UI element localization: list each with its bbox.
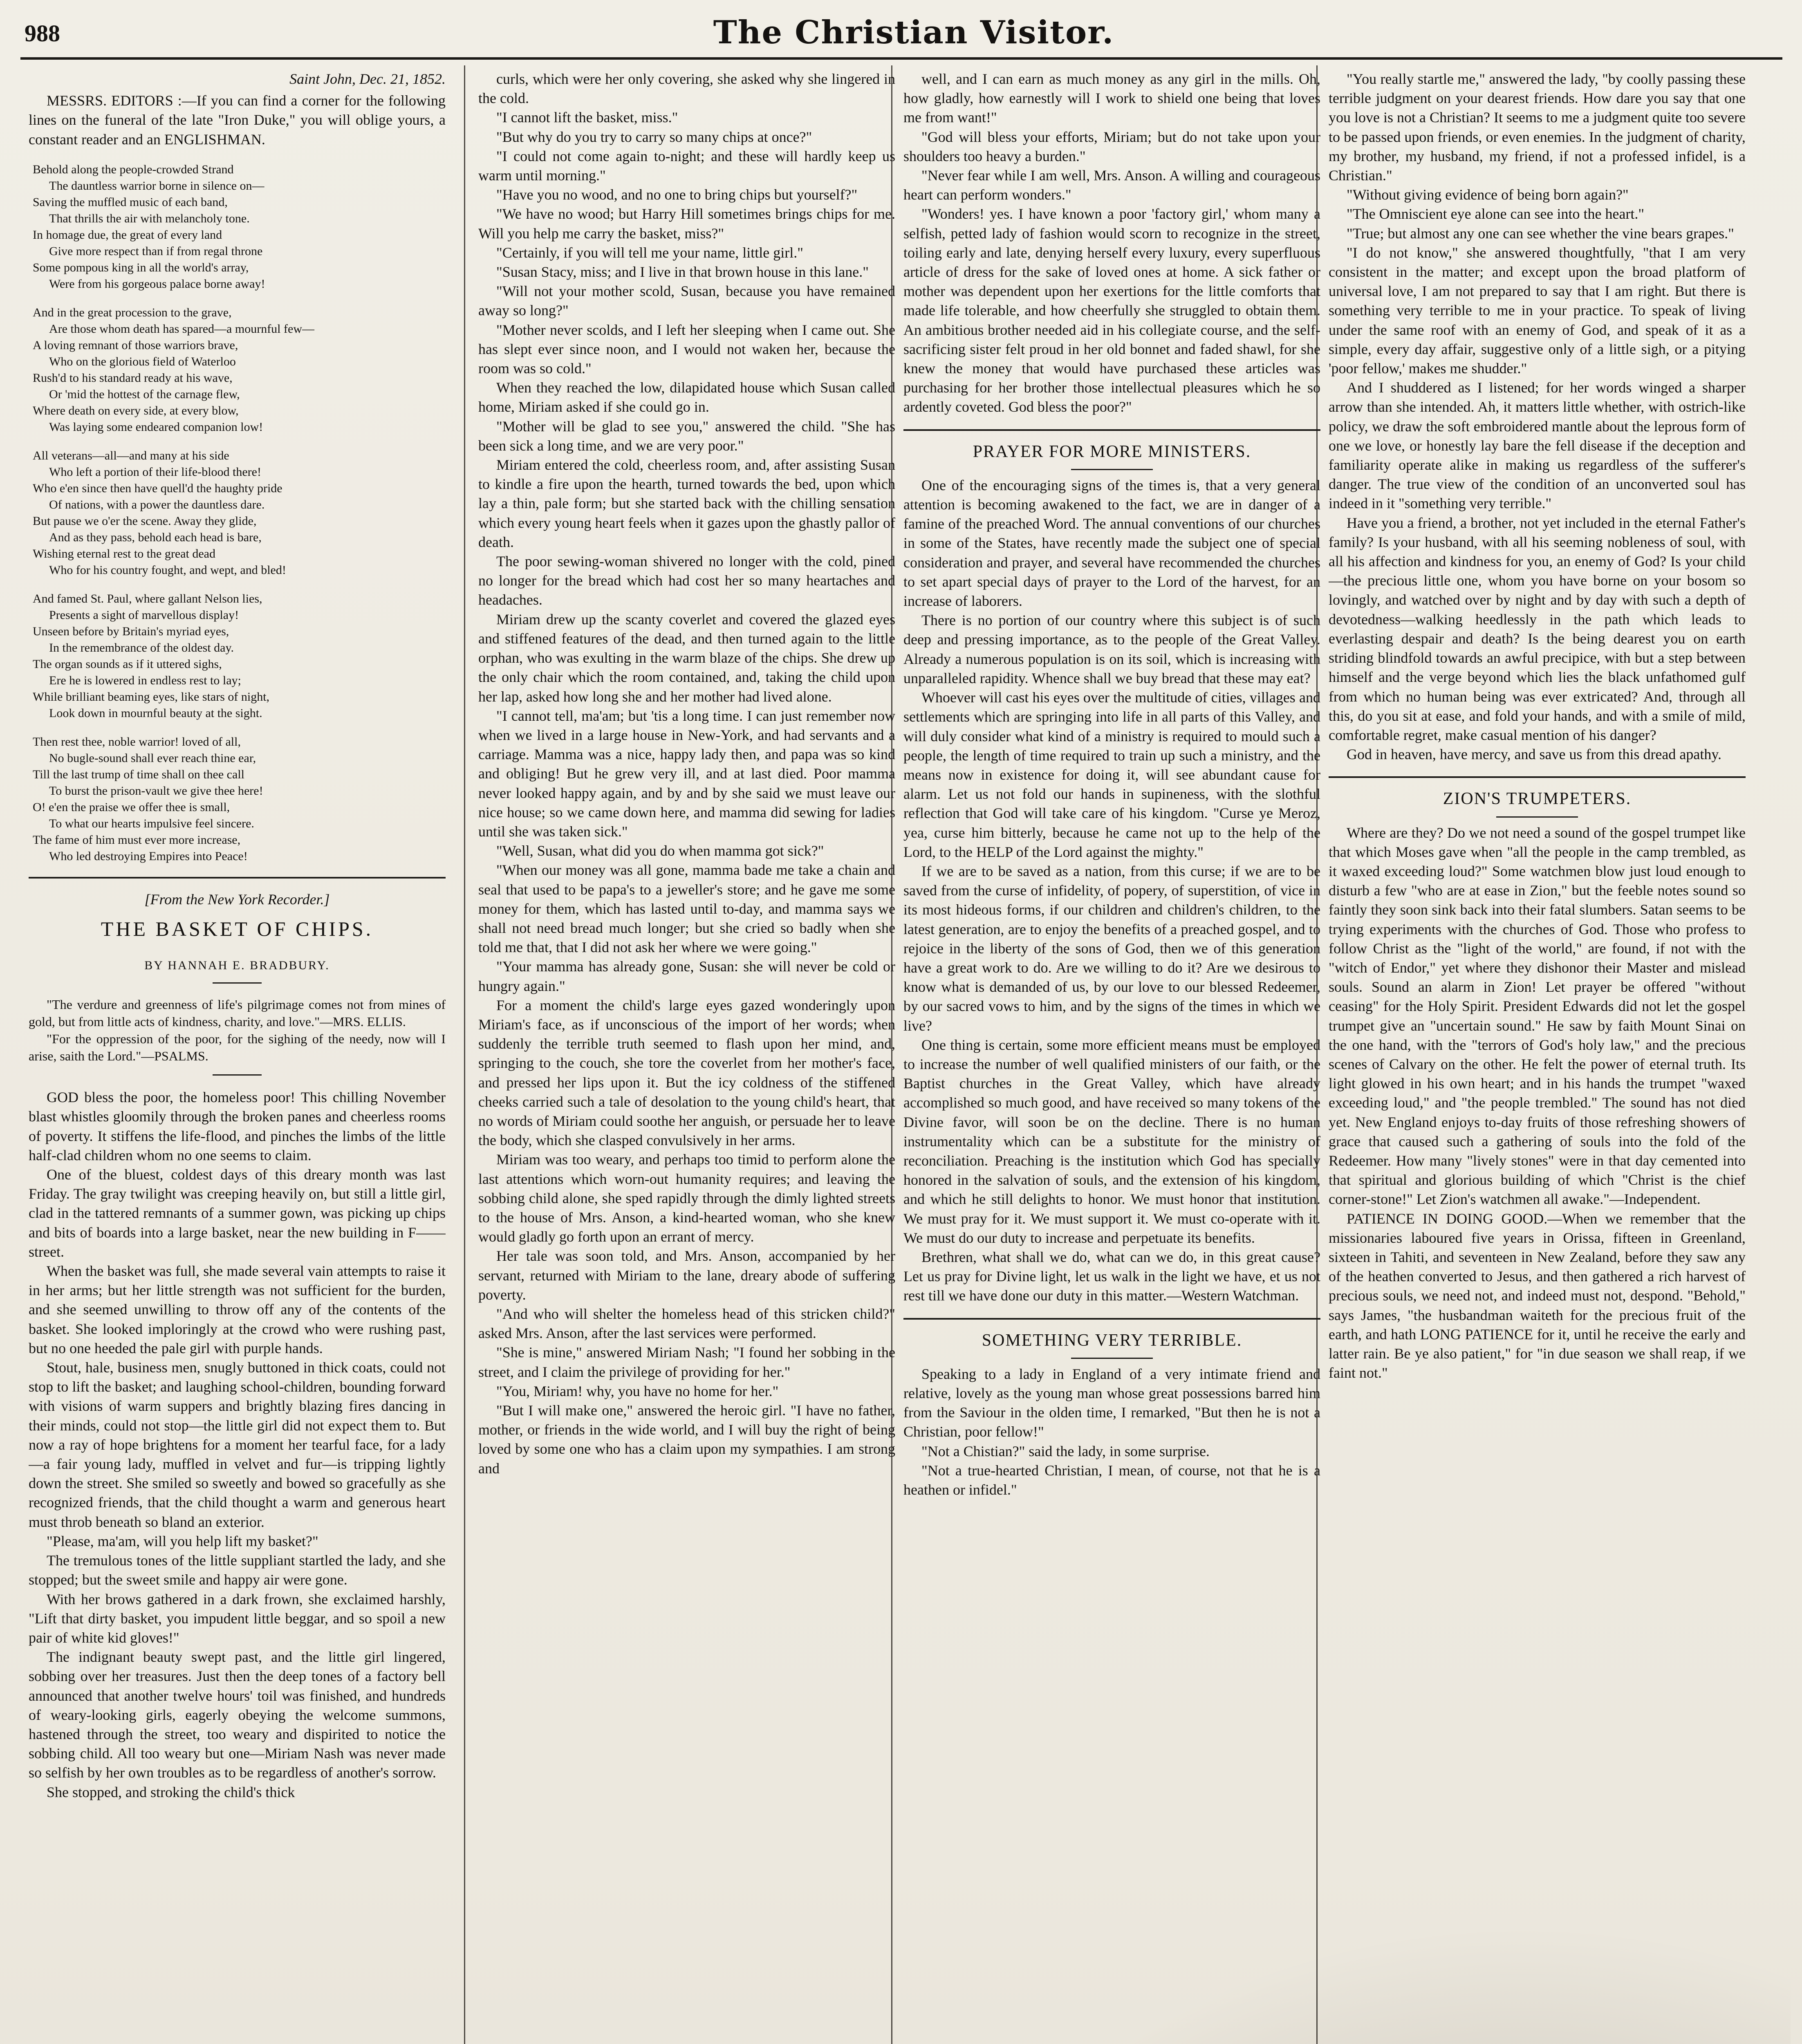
paragraph: "Without giving evidence of being born again?" [1347, 186, 1629, 203]
poem-line: In the remembrance of the oldest day. [49, 641, 234, 654]
poem-line: And famed St. Paul, where gallant Nelson lies, [33, 592, 262, 605]
paragraph: well, and I can earn as much money as any girl in the mills. Oh, how gladly, how earnestly will I work to shield one being that loves me from want!" [903, 71, 1320, 126]
poem-line: Rush'd to his standard ready at his wave, [33, 371, 233, 385]
poem-line: That thrills the air with melancholy tone. [49, 211, 250, 225]
paragraph: "She is mine," answered Miriam Nash; "I found her sobbing in the street, and I claim the privilege of providing for her." [478, 1344, 895, 1380]
paragraph: When the basket was full, she made several vain attempts to raise it in her arms; but her little strength was not sufficient for the burden, and she seemed unwilling to throw off any of the contents of the basket. She looked imploringly at the crowd who were rushing past, but no one heeded the pale girl with purple hands. [29, 1263, 446, 1356]
paragraph: GOD bless the poor, the homeless poor! This chilling November blast whistles gloomily through the broken panes and cheerless rooms of poverty. It stiffens the life-flood, and pinches the limbs of the little half-clad children whom no one seems to claim. [29, 1089, 446, 1163]
poem-stanza [33, 448, 446, 578]
poem-line: Look down in mournful beauty at the sight. [49, 706, 262, 720]
paragraph: "And who will shelter the homeless head of this stricken child?" asked Mrs. Anson, after the last services were performed. [478, 1306, 895, 1342]
section-rule [903, 429, 1320, 431]
article-body [1329, 823, 1746, 1383]
poem-line: To burst the prison-vault we give thee here! [49, 784, 263, 798]
poem-line: Are those whom death has spared—a mournful few— [49, 322, 314, 336]
epigraph: "For the oppression of the poor, for the sighing of the needy, now will I arise, saith the Lord."—PSALMS. [29, 1031, 446, 1064]
page-number: 988 [25, 20, 60, 47]
poem-line: Were from his gorgeous palace borne away! [49, 277, 265, 291]
paragraph: "Well, Susan, what did you do when mamma got sick?" [496, 843, 824, 859]
paragraph: Where are they? Do we not need a sound of the gospel trumpet like that which Moses gave when "all the people in the camp trembled, as it waxed exceeding loud?" Some watchmen blow just loud enough to disturb a few "who are at ease in Zion," but the feeble notes sound so faintly they soon sink back into their fatal slumbers. Satan seems to be trying experiments with the churches of God. Those who profess to follow Christ as the "light of the world," are found, if not with the "witch of Endor," yet where they dishonor their Master and mislead souls. Sound an alarm in Zion! Let prayer be offered "without ceasing" for the Holy Spirit. President Edwards did not let the gospel trumpet give an "uncertain sound." He saw by faith Mount Sinai on the one hand, with the "terrors of God's holy law," and the precious scenes of Calvary on the other. He felt the power of eternal truth. Its light glowed in his own heart; and in his hands the trumpet "waxed exceeding loud," and "the people trembled." The sound has not died yet. New England enjoys to-day fruits of those refreshing showers of grace that caused such a gathering of souls into the fold of the Redeemer. How many "lively stones" were in that day cemented into that spiritual and glorious building of which "Christ is the chief corner-stone!" Let Zion's watchmen all awake."—Independent. [1329, 824, 1746, 1208]
paragraph: Brethren, what shall we do, what can we do, in this great cause? Let us pray for Divine light, let us walk in the light we have, et us not rest till we have done our duty in this matter.—Western Watchman. [903, 1248, 1320, 1304]
column-2 [478, 69, 895, 2044]
epigraph-rule [213, 1074, 262, 1076]
poem-stanza [33, 734, 446, 865]
paragraph: The poor sewing-woman shivered no longer with the cold, pined no longer for the bread which had cost her so many heartaches and headaches. [478, 553, 895, 608]
poem-line: Some pompous king in all the world's array, [33, 260, 249, 274]
poem-line: Who on the glorious field of Waterloo [49, 354, 236, 368]
article-source: [From the New York Recorder.] [144, 891, 330, 908]
paragraph: "I cannot tell, ma'am; but 'tis a long time. I can just remember now when we lived in a large house in New-York, and had servants and a carriage. Mamma was a nice, happy lady then, and papa was so kind and obliging! But he grew very ill, and at last died. Poor mamma never looked happy again, and by and by she said we must leave our nice house; so we came down here, and mamma did sewing for ladies until she was taken sick." [478, 707, 895, 840]
poem-line: Saving the muffled music of each band, [33, 195, 228, 209]
paragraph: "God will bless your efforts, Miriam; but do not take upon your shoulders too heavy a burden." [903, 128, 1320, 164]
poem-stanza [33, 591, 446, 722]
paragraph: There is no portion of our country where this subject is of such deep and pressing importance, as to the people of the Great Valley. Already a numerous population is on its soil, which is increasing with unparalleled rapidity. Whence shall we buy bread that these may eat? [903, 612, 1320, 686]
article-heading: PRAYER FOR MORE MINISTERS. [973, 442, 1251, 461]
paragraph: "I do not know," she answered thoughtfully, "that I am very consistent in the matter; and except upon the broad platform of universal love, I am not prepared to say that I am right. But there is something very terrible to me in your practice. To speak of living under the same roof with an enemy of God, and speak of it as a simple, every day affair, suggestive only of a little sigh, or a pitying 'poor fellow,' makes me shudder." [1329, 244, 1746, 377]
paragraph: When they reached the low, dilapidated house which Susan called home, Miriam asked if she could go in. [478, 379, 895, 415]
masthead-title: The Christian Visitor. [713, 14, 1114, 51]
poem-line: O! e'en the praise we offer thee is small, [33, 800, 230, 814]
paragraph: One of the encouraging signs of the times is, that a very general attention is becoming awakened to the fact, we are in danger of a famine of the preached Word. The annual conventions of our churches in some of the States, have recently made the subject one of special consideration and prayer, and several have recommended the churches to set apart special days of prayer to the Lord of the harvest, for an increase of laborers. [903, 477, 1320, 610]
paragraph: "Will not your mother scold, Susan, because you have remained away so long?" [478, 283, 895, 319]
poem-line: Who left a portion of their life-blood there! [49, 465, 261, 479]
paragraph: God in heaven, have mercy, and save us from this dread apathy. [1347, 746, 1722, 763]
paragraph: "True; but almost any one can see whether the vine bears grapes." [1347, 225, 1734, 242]
paragraph: Speaking to a lady in England of a very intimate friend and relative, lovely as the young man whose great possessions barred him from the Saviour in the olden time, I remarked, "But then he is not a Christian, poor fellow!" [903, 1365, 1320, 1440]
poem-line: No bugle-sound shall ever reach thine ear, [49, 751, 256, 765]
poem-line: Who e'en since then have quell'd the haughty pride [33, 481, 282, 495]
story-body [478, 69, 895, 1478]
poem-line: Was laying some endeared companion low! [49, 420, 263, 434]
paragraph: The tremulous tones of the little suppliant startled the lady, and she stopped; but the sweet smile and happy air were gone. [29, 1552, 446, 1588]
poem-line: Give more respect than if from regal throne [49, 244, 263, 258]
article-heading: ZION'S TRUMPETERS. [1443, 789, 1632, 809]
poem-line: Unseen before by Britain's myriad eyes, [33, 624, 229, 638]
poem-line: In homage due, the great of every land [33, 228, 222, 242]
paragraph: "Wonders! yes. I have known a poor 'factory girl,' whom many a selfish, petted lady of fashion would scorn to recognize in the street, toiling early and late, denying herself every luxury, every superfluous article of dress for the sake of loved ones at home. A sick father or mother was dependent upon her exertions for the little comforts that made life tolerable, and how cheerfully she struggled to obtain them. An ambitious brother needed aid in his collegiate course, and the self-sacrificing sister felt proud in her old bonnet and faded shawl, for she knew the money that would have purchased these articles was purchasing for her brother those intellectual pleasures which he so ardently coveted. God bless the poor?" [903, 206, 1320, 415]
poem-stanza [33, 305, 446, 435]
story-body [903, 69, 1320, 417]
article-body [903, 476, 1320, 1306]
column-divider [464, 65, 465, 2044]
poem [33, 161, 446, 865]
poem-line: While brilliant beaming eyes, like stars of night, [33, 690, 270, 704]
story-byline: BY HANNAH E. BRADBURY. [144, 959, 330, 973]
poem-line: Or 'mid the hottest of the carnage flew, [49, 387, 240, 401]
paragraph: PATIENCE IN DOING GOOD.—When we remember that the missionaries laboured five years in Orissa, fifteen in Greenland, sixteen in Tahiti, and seventeen in New Zealand, before they saw any of the heathen converted to Jesus, and then gathered a rich harvest of precious souls, we need not, and indeed must not, despond. "Behold," says James, "the husbandman waiteth for the precious fruit of the earth, and hath LONG PATIENCE for it, until he receive the early and latter rain. Be ye also patient," for "in due season we shall reap, if we faint not." [1329, 1210, 1746, 1381]
poem-line: Presents a sight of marvellous display! [49, 608, 239, 622]
paragraph: "Mother will be glad to see you," answered the child. "She has been sick a long time, and we are very poor." [478, 418, 895, 454]
letter-to-editors: MESSRS. EDITORS :—If you can find a corner for the following lines on the funeral of the late "Iron Duke," you will oblige yours, a constant reader and an ENGLISHMAN. [29, 92, 446, 148]
article-heading: SOMETHING VERY TERRIBLE. [982, 1331, 1242, 1350]
heading-rule [1071, 469, 1153, 470]
column-1 [29, 69, 446, 2044]
paragraph: "But why do you try to carry so many chips at once?" [496, 128, 812, 145]
poem-line: A loving remnant of those warriors brave, [33, 338, 238, 352]
paragraph: Her tale was soon told, and Mrs. Anson, accompanied by her servant, returned with Miriam to the lane, dreary abode of suffering poverty. [478, 1248, 895, 1303]
paragraph: And I shuddered as I listened; for her words winged a sharper arrow than she intended. Ah, it matters little whether, with ostrich-like policy, we draw the soft embroidered mantle about the leprous form of one we love, or honestly lay bare the fell disease if the deception and familiarity operate alike in making us regardless of the sufferer's danger. The true view of the condition of an unconverted soul has indeed in it "something very terrible." [1329, 379, 1746, 512]
column-3 [903, 69, 1320, 2044]
paragraph: Miriam drew up the scanty coverlet and covered the glazed eyes and stiffened features of the dead, and then turned again to the little orphan, who was exulting in the warm blaze of the chips. She drew up the only chair which the room contained, and, taking the child upon her lap, asked how long she and her mother had lived alone. [478, 611, 895, 705]
column-4 [1329, 69, 1746, 2044]
section-rule [29, 877, 446, 879]
paragraph: "Never fear while I am well, Mrs. Anson. A willing and courageous heart can perform wonders." [903, 167, 1320, 203]
poem-line: Who led destroying Empires into Peace! [49, 849, 248, 863]
paragraph: "Have you no wood, and no one to bring chips but yourself?" [496, 186, 858, 203]
paragraph: Miriam was too weary, and perhaps too timid to perform alone the last attentions which worn-out humanity requires; and leaving the sobbing child alone, she sped rapidly through the dimly lighted streets to the house of Mrs. Anson, a kind-hearted woman, who she knew would gladly go forth upon an errant of mercy. [478, 1151, 895, 1245]
paragraph: She stopped, and stroking the child's thick [47, 1784, 295, 1800]
dateline: Saint John, Dec. 21, 1852. [289, 71, 446, 87]
paragraph: "The Omniscient eye alone can see into the heart." [1347, 206, 1645, 222]
header-rule [20, 57, 1782, 60]
poem-line: Behold along the people-crowded Strand [33, 162, 234, 176]
paragraph: If we are to be saved as a nation, from this curse; if we are to be saved from the curse of infidelity, of popery, of superstition, of vice in its most hideous forms, if our children and children's children, to the latest generation, are to enjoy the benefits of a preached gospel, and to rejoice in the liberty of the sons of God, then we of this generation have a great work to do. Are we willing to do it? Are we desirous to know what is demanded of us, by our love to our blessed Redeemer, by our sacred vows to him, and by the signs of the times in which we live? [903, 863, 1320, 1034]
paragraph: "Not a Chistian?" said the lady, in some surprise. [921, 1443, 1210, 1459]
paragraph: Whoever will cast his eyes over the multitude of cities, villages and settlements which are springing into life in all parts of this Valley, and will duly consider what kind of a ministry is required to mould such a people, the length of time required to train up such a ministry, and the means now in existence for doing it, will see abundant cause for alarm. Let us not fold our hands in supineness, with the slothful reflection that God will take care of his kingdom. "Curse ye Meroz, yea, curse him bitterly, because he came not up to the help of the Lord, to the HELP of the Lord against the mighty." [903, 689, 1320, 860]
poem-line: Wishing eternal rest to the great dead [33, 547, 215, 560]
paragraph: "But I will make one," answered the heroic girl. "I have no father, mother, or friends in the wide world, and I will buy the right of being loved by some one who has a claim upon my sympathies. I am strong and [478, 1402, 895, 1477]
section-rule [1329, 776, 1746, 778]
paragraph: One thing is certain, some more efficient means must be employed to increase the number of well qualified ministers of our faith, or the Baptist churches in the Great Valley, which have already accomplished so much good, and have received so many tokens of the Divine favor, will soon be on the decline. There is no human instrumentality which can be a substitute for the ministry of reconciliation. Preaching is the institution which God has specially honored in the salvation of souls, and the extension of his kingdom, and which he still delights to honor. We must honor that institution. We must pray for it. We must support it. We must co-operate with it. We must do our duty to increase and perpetuate its benefits. [903, 1036, 1320, 1246]
paragraph: With her brows gathered in a dark frown, she exclaimed harshly, "Lift that dirty basket, you impudent little beggar, and so spoil a new pair of white kid gloves!" [29, 1591, 446, 1646]
paragraph: "Susan Stacy, miss; and I live in that brown house in this lane." [496, 264, 869, 280]
poem-line: All veterans—all—and many at his side [33, 448, 229, 462]
poem-line: Who for his country fought, and wept, and bled! [49, 563, 286, 577]
paragraph: "Mother never scolds, and I left her sleeping when I came out. She has slept ever since noon, and I would not waken her, because the room was so cold." [478, 321, 895, 377]
paragraph: "I could not come again to-night; and these will hardly keep us warm until morning." [478, 148, 895, 184]
poem-stanza [33, 161, 446, 292]
heading-rule [1496, 816, 1578, 818]
poem-line: To what our hearts impulsive feel sincere. [49, 816, 254, 830]
paragraph: "You, Miriam! why, you have no home for her." [496, 1383, 779, 1399]
paragraph: "When our money was all gone, mamma bade me take a chain and seal that used to be papa's to a jeweller's store; and he gave me some money for them, which has lasted until to-day, and mamma says we shall not need bread much longer; but she cried so badly when she told me that, that I did not ask her where we were going." [478, 862, 895, 956]
paragraph: Stout, hale, business men, snugly buttoned in thick coats, could not stop to lift the basket; and laughing school-children, bounding forward with visions of warm suppers and brightly blazing fires dancing in their minds, could not stop—the little girl did not expect them to. But now a ray of hope brightens for a moment her tearful face, for a lady—a fair young lady, muffled in velvet and fur—is tripping lightly down the street. She smiled so sweetly and bowed so gracefully as she recognized friends, that the child thought a warm and generous heart must throb beneath so bland an exterior. [29, 1359, 446, 1530]
poem-line: Of nations, with a power the dauntless dare. [49, 498, 265, 511]
poem-line: And as they pass, behold each head is bare, [49, 530, 262, 544]
paragraph: For a moment the child's large eyes gazed wonderingly upon Miriam's face, as if unconscious of the import of her words; when suddenly the terrible truth seemed to flash upon her mind, and, springing to the couch, she tore the coverlet from her mother's face, and pressed her lips upon it. But the icy coldness of the stiffened cheeks carried such a tale of desolation to the young child's heart, that no words of Miriam could soothe her anguish, or persuade her to leave the body, which she clasped convulsively in her arms. [478, 997, 895, 1149]
paragraph: "Please, ma'am, will you help lift my basket?" [47, 1533, 318, 1549]
poem-line: And in the great procession to the grave, [33, 305, 232, 319]
epigraph: "The verdure and greenness of life's pilgrimage comes not from mines of gold, but from little acts of kindness, charity, and love."—MRS. ELLIS. [29, 997, 446, 1029]
paragraph: "I cannot lift the basket, miss." [496, 109, 678, 126]
paragraph: The indignant beauty swept past, and the little girl lingered, sobbing over her treasures. Just then the deep tones of a factory bell announced that another twelve hours' toil was finished, and hundreds of weary-looking girls, eagerly obeying the welcome summons, hastened through the street, too weary and dispirited to notice the sobbing child. All too weary but one—Miriam Nash was never made so selfish by her own troubles as to be regardless of another's sorrow. [29, 1649, 446, 1781]
paragraph: Miriam entered the cold, cheerless room, and, after assisting Susan to kindle a fire upon the hearth, turned towards the bed, upon which lay a thin, pale form; but she started back with the chilling sensation which every young heart feels when it gazes upon the ghastly pallor of death. [478, 457, 895, 550]
paragraph: Have you a friend, a brother, not yet included in the eternal Father's family? Is your husband, with all his seeming nobleness of soul, with all his affection and kindness for you, an enemy of God? Is your child—the precious little one, whom you have borne on your bosom so lovingly, and watched over by night and by day with such a depth of devotedness—walking heedlessly in the path which leads to everlasting despair and death? Is the being dearest you on earth striding blindfold towards an awful precipice, with but a step between himself and the verge beyond which lies the black unfathomed gulf from which no human being was ever extricated? And, through all this, do you sit at ease, and fold your hands, and with a smile of mild, comfortable regret, make casual mention of his danger? [1329, 514, 1746, 743]
story-title: THE BASKET OF CHIPS. [101, 917, 374, 941]
poem-line: Where death on every side, at every blow, [33, 403, 239, 417]
page-header [25, 12, 1778, 53]
poem-line: The fame of him must ever more increase, [33, 833, 241, 847]
paragraph: "Your mamma has already gone, Susan: she will never be cold or hungry again." [478, 958, 895, 994]
paragraph: curls, which were her only covering, she asked why she lingered in the cold. [478, 71, 895, 107]
poem-line: Till the last trump of time shall on thee call [33, 767, 244, 781]
paragraph: "Not a true-hearted Christian, I mean, of course, not that he is a heathen or infidel." [903, 1462, 1320, 1498]
article-body [1329, 69, 1746, 764]
poem-line: Ere he is lowered in endless rest to lay; [49, 673, 241, 687]
story-body [29, 1088, 446, 1802]
heading-rule [1071, 1358, 1153, 1359]
paragraph: "We have no wood; but Harry Hill sometimes brings chips for me. Will you help me carry the basket, miss?" [478, 206, 895, 242]
section-rule [903, 1318, 1320, 1320]
poem-line: The dauntless warrior borne in silence on— [49, 179, 264, 193]
poem-line: But pause we o'er the scene. Away they glide, [33, 514, 257, 528]
paragraph: "Certainly, if you will tell me your name, little girl." [496, 244, 803, 261]
paragraph: "You really startle me," answered the lady, "by coolly passing these terrible judgment on your dearest friends. How dare you say that one you love is not a Christian? It seems to me a judgment quite too severe to be passed upon friends, or even enemies. In the judgment of charity, my brother, my husband, my friend, if not a professed infidel, is a Christian." [1329, 71, 1746, 184]
poem-line: Then rest thee, noble warrior! loved of all, [33, 735, 241, 749]
article-body [903, 1365, 1320, 1499]
paragraph: One of the bluest, coldest days of this dreary month was last Friday. The gray twilight was creeping heavily on, but still a little girl, clad in the tattered remnants of a summer gown, was picking up chips and bits of boards into a large basket, near the new building in F—— street. [29, 1166, 446, 1260]
byline-rule [213, 982, 262, 984]
poem-line: The organ sounds as if it uttered sighs, [33, 657, 222, 671]
